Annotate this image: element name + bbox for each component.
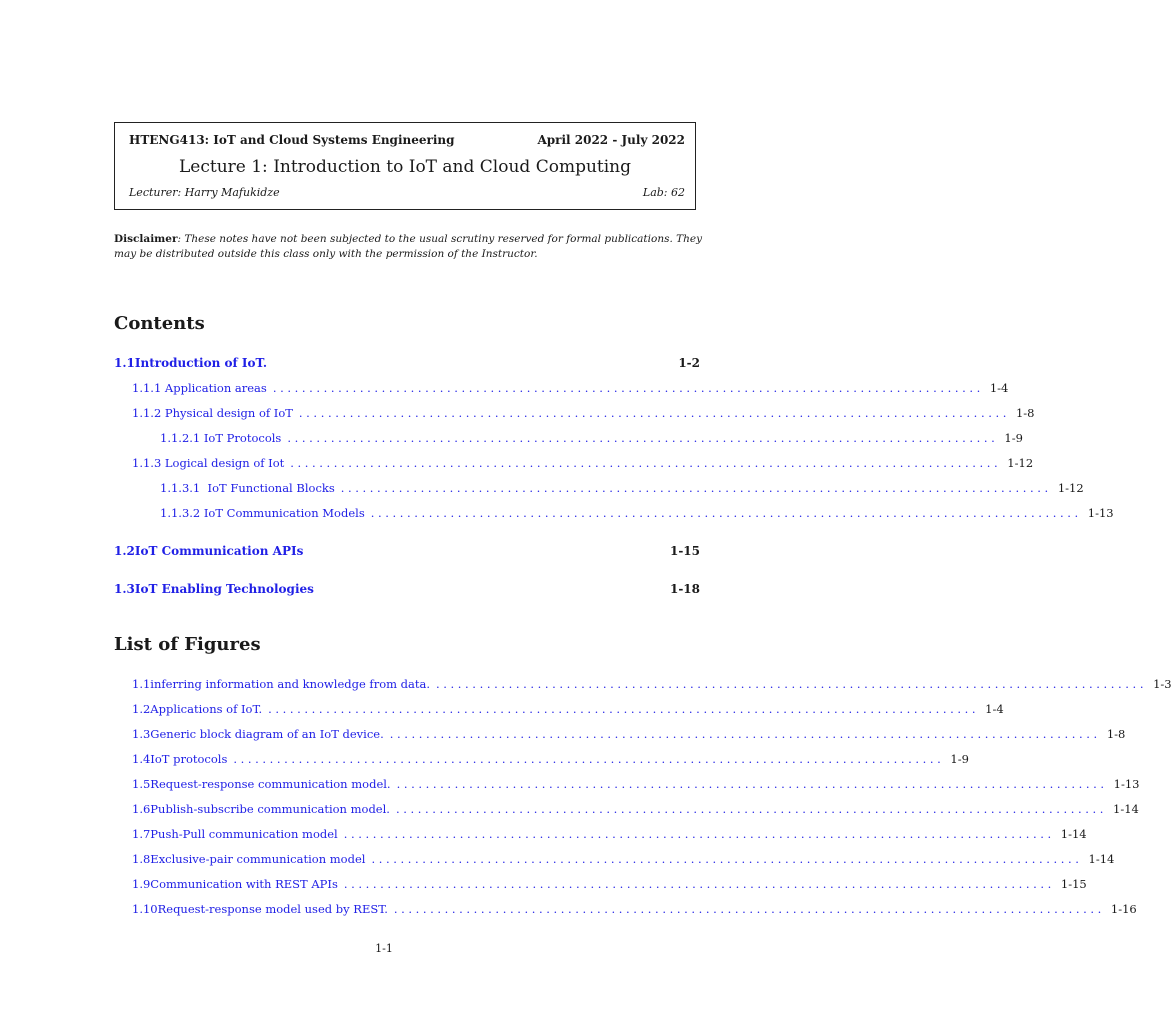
figure-entry-1-9[interactable]	[132, 877, 1087, 895]
figure-page: 1-14	[1088, 852, 1115, 866]
figure-page: 1-8	[1106, 727, 1126, 741]
toc-entry-page: 1-2	[678, 356, 700, 370]
figure-label[interactable]: Request-response model used by REST.	[157, 902, 388, 916]
figure-page: 1-15	[1060, 877, 1087, 891]
toc-dot-leader: ..................................................................................................	[298, 406, 1010, 420]
toc-entry-label[interactable]: 1.1.1 Application areas	[132, 381, 267, 395]
contents-heading: Contents	[114, 313, 205, 334]
figure-dot-leader: ..................................................................................................	[396, 777, 1108, 791]
toc-entry-1-1-1[interactable]	[132, 381, 1009, 399]
figure-entry-1-8[interactable]	[132, 852, 1115, 870]
figure-dot-leader: ..................................................................................................	[393, 902, 1105, 916]
figure-entry-1-7[interactable]	[132, 827, 1087, 845]
lab-number: Lab: 62	[642, 186, 685, 199]
disclaimer-label: Disclaimer	[114, 233, 178, 245]
figure-dot-leader: ..................................................................................................	[343, 877, 1055, 891]
toc-dot-leader: ..................................................................................................	[340, 481, 1052, 495]
page-number: 1-1	[375, 942, 393, 955]
toc-dot-leader: ..................................................................................................	[272, 381, 984, 395]
figure-number: 1.4	[132, 752, 151, 766]
figure-label[interactable]: Request-response communication model.	[150, 777, 391, 791]
course-dates: April 2022 - July 2022	[537, 133, 685, 147]
toc-dot-leader: ..................................................................................................	[370, 506, 1082, 520]
toc-entry-page: 1-15	[669, 544, 700, 558]
toc-entry-page: 1-8	[1015, 406, 1035, 420]
figure-page: 1-14	[1060, 827, 1087, 841]
toc-entry-label[interactable]: 1.1.3.2 IoT Communication Models	[160, 506, 365, 520]
figure-number: 1.9	[132, 877, 151, 891]
toc-entry-label[interactable]: 1.2IoT Communication APIs	[114, 544, 304, 558]
lecture-title: Lecture 1: Introduction to IoT and Cloud Computing	[179, 157, 631, 177]
toc-entry-label[interactable]: 1.1.3 Logical design of Iot	[132, 456, 285, 470]
figure-label[interactable]: Push-Pull communication model	[150, 827, 338, 841]
figure-entry-1-1[interactable]	[132, 677, 1172, 695]
figure-entry-1-10[interactable]	[132, 902, 1137, 920]
course-title: HTENG413: IoT and Cloud Systems Engineering	[129, 133, 455, 147]
figure-label[interactable]: Exclusive-pair communication model	[150, 852, 366, 866]
figure-label[interactable]: Communication with REST APIs	[150, 877, 338, 891]
toc-entry-1-1[interactable]	[114, 356, 700, 374]
figure-dot-leader: ..................................................................................................	[436, 677, 1148, 691]
figure-dot-leader: ..................................................................................................	[389, 727, 1101, 741]
toc-entry-page: 1-4	[989, 381, 1009, 395]
figure-page: 1-9	[950, 752, 969, 766]
toc-entry-1-3[interactable]	[114, 582, 700, 600]
figure-dot-leader: ..................................................................................................	[233, 752, 945, 766]
lecture-header-box	[114, 122, 696, 210]
disclaimer	[114, 232, 704, 262]
toc-entry-label[interactable]: 1.1.3.1 IoT Functional Blocks	[160, 481, 335, 495]
figure-entry-1-4[interactable]	[132, 752, 969, 770]
toc-entry-label[interactable]: 1.3IoT Enabling Technologies	[114, 582, 314, 596]
figure-entry-1-2[interactable]	[132, 702, 1004, 720]
figure-number: 1.8	[132, 852, 151, 866]
toc-entry-page: 1-13	[1087, 506, 1114, 520]
toc-entry-label[interactable]: 1.1.2.1 IoT Protocols	[160, 431, 282, 445]
toc-entry-1-2[interactable]	[114, 544, 700, 562]
lecturer-name: Lecturer: Harry Mafukidze	[129, 186, 280, 199]
disclaimer-text: : These notes have not been subjected to the usual scrutiny reserved for formal publications. They may be distributed outside this class only with the permission of the Instructor.	[114, 233, 703, 260]
figure-dot-leader: ..................................................................................................	[371, 852, 1083, 866]
toc-entry-label[interactable]: 1.1.2 Physical design of IoT	[132, 406, 293, 420]
toc-entry-page: 1-12	[1057, 481, 1084, 495]
toc-entry-page: 1-18	[669, 582, 700, 596]
figure-number: 1.5	[132, 777, 151, 791]
figure-label[interactable]: Applications of IoT.	[150, 702, 263, 716]
toc-entry-page: 1-9	[1004, 431, 1023, 445]
toc-dot-leader: ..................................................................................................	[287, 431, 999, 445]
figure-page: 1-4	[985, 702, 1004, 716]
toc-entry-1-1-3-2[interactable]	[160, 506, 1114, 524]
toc-entry-label[interactable]: 1.1Introduction of IoT.	[114, 356, 268, 370]
figure-label[interactable]: IoT protocols	[150, 752, 228, 766]
toc-dot-leader: ..................................................................................................	[290, 456, 1002, 470]
figure-number: 1.6	[132, 802, 151, 816]
toc-entry-1-1-3[interactable]	[132, 456, 1034, 474]
figure-dot-leader: ..................................................................................................	[268, 702, 980, 716]
figure-number: 1.10	[132, 902, 158, 916]
figure-page: 1-13	[1113, 777, 1140, 791]
figure-dot-leader: ..................................................................................................	[395, 802, 1107, 816]
figure-label[interactable]: Publish-subscribe communication model.	[150, 802, 390, 816]
list-of-figures-heading: List of Figures	[114, 634, 261, 655]
toc-entry-1-1-3-1[interactable]	[160, 481, 1084, 499]
figure-number: 1.1	[132, 677, 151, 691]
figure-label[interactable]: inferring information and knowledge from data.	[150, 677, 431, 691]
figure-number: 1.3	[132, 727, 151, 741]
toc-entry-1-1-2-1[interactable]	[160, 431, 1023, 449]
figure-label[interactable]: Generic block diagram of an IoT device.	[150, 727, 384, 741]
figure-page: 1-14	[1113, 802, 1139, 816]
toc-entry-1-1-2[interactable]	[132, 406, 1035, 424]
figure-entry-1-5[interactable]	[132, 777, 1140, 795]
figure-page: 1-16	[1110, 902, 1137, 916]
figure-number: 1.2	[132, 702, 151, 716]
figure-entry-1-6[interactable]	[132, 802, 1139, 820]
figure-entry-1-3[interactable]	[132, 727, 1126, 745]
figure-page: 1-3	[1153, 677, 1172, 691]
figure-dot-leader: ..................................................................................................	[343, 827, 1055, 841]
figure-number: 1.7	[132, 827, 151, 841]
toc-entry-page: 1-12	[1007, 456, 1034, 470]
